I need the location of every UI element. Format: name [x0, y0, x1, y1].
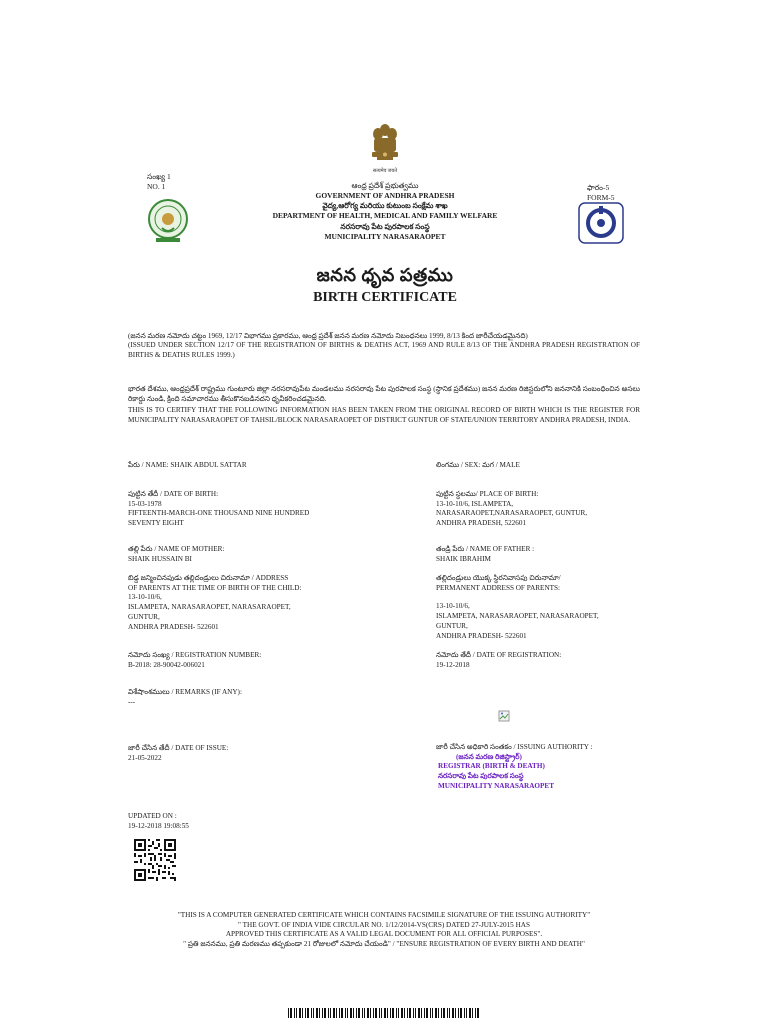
- barcode-bar: [373, 1008, 374, 1018]
- barcode-bar: [432, 1008, 433, 1018]
- issuing-authority-label: జారీ చేసిన అధికారి సంతకం / ISSUING AUTHORITY :: [436, 743, 593, 751]
- barcode-bar: [353, 1008, 354, 1018]
- address-at-birth-field: [128, 574, 368, 632]
- address-at-birth-label-1: బిడ్డ జన్మించినపుడు తల్లిదండ్రులు చిరునామా / ADDRESS: [128, 574, 289, 582]
- permanent-address-label-2: PERMANENT ADDRESS OF PARENTS:: [436, 583, 561, 592]
- barcode-bar: [379, 1008, 380, 1018]
- registration-date-label: నమోదు తేదీ / DATE OF REGISTRATION:: [436, 651, 562, 659]
- barcode-bar: [290, 1008, 292, 1018]
- registration-date-field: [436, 651, 656, 670]
- remarks-field: [128, 688, 368, 707]
- barcode-bar: [302, 1008, 303, 1018]
- barcode-bar: [299, 1008, 301, 1018]
- barcode-bar: [370, 1008, 371, 1018]
- barcode-bar: [367, 1008, 369, 1018]
- certificate-footer: [120, 911, 648, 949]
- barcode-bar: [469, 1008, 471, 1018]
- dob-label: పుట్టిన తేదీ / DATE OF BIRTH:: [128, 490, 219, 498]
- number-label-te: సంఖ్య 1: [147, 172, 171, 181]
- address-at-birth-line-1: 13-10-10/6,: [128, 593, 162, 602]
- dob-value: 15-03-1978: [128, 499, 162, 508]
- registration-number-field: [128, 651, 368, 670]
- mother-name-field: [128, 545, 368, 564]
- date-of-birth-field: [128, 490, 368, 529]
- barcode-bar: [307, 1008, 309, 1018]
- permanent-address-field: [436, 574, 656, 641]
- father-name-field: [436, 545, 656, 564]
- certificate-title-te: జనన ధృవ పత్రము: [316, 265, 454, 285]
- barcode-bar: [452, 1008, 454, 1018]
- barcode-bar: [460, 1008, 462, 1018]
- barcode-bar: [409, 1008, 411, 1018]
- department-name-te: వైద్య,ఆరోగ్య మరియు కుటుంబ సంక్షేమ శాఖ: [322, 201, 448, 211]
- dob-words-line-2: SEVENTY EIGHT: [128, 519, 184, 528]
- barcode-bar: [396, 1008, 397, 1018]
- municipality-name-en: MUNICIPALITY NARASARAOPET: [324, 231, 446, 241]
- registrar-municipality-te: నరసరావు పేట పురపాలక సంస్థ: [438, 772, 524, 781]
- government-name-en: GOVERNMENT OF ANDHRA PRADESH: [315, 191, 455, 201]
- footer-line-4: " ప్రతి జననము, ప్రతి మరణము తప్పకుండా 21 రోజులలో నమోదు చేయండి" / "ENSURE REGISTRATION OF EVERY BIRTH AND DEATH": [183, 939, 585, 948]
- andhra-pradesh-logo: [148, 198, 188, 244]
- barcode-bar: [322, 1008, 323, 1018]
- name-field: పేరు / NAME: SHAIK ABDUL SATTAR: [128, 461, 247, 469]
- barcode-bar: [415, 1008, 416, 1018]
- barcode-bar: [375, 1008, 377, 1018]
- legal-basis-te: (జనన మరణ నమోదు చట్టం 1969, 12/17 విభాగము ప్రకారము, ఆంధ్ర ప్రదేశ్ జనన మరణ నమోదు నిబంధనలు 1999, 8/13 కింద జారీచేయడమైనది): [128, 332, 528, 340]
- barcode-bar: [455, 1008, 456, 1018]
- broken-image-icon: [498, 710, 510, 722]
- date-of-issue-field: [128, 744, 368, 763]
- certification-statement-en: THIS IS TO CERTIFY THAT THE FOLLOWING INFORMATION HAS BEEN TAKEN FROM THE ORIGINAL RECORD OF BIRTH WHICH IS THE REGISTER FOR MUNICIPALITY NARASARAOPET OF TAHSIL/BLOCK NARASARAOPET OF DISTRICT GUNTUR OF STATE/UNION TERRITORY ANDHRA PRADESH, INDIA.: [128, 406, 640, 424]
- date-of-issue-value: 21-05-2022: [128, 753, 162, 762]
- address-at-birth-line-4: ANDHRA PRADESH- 522601: [128, 622, 219, 631]
- permanent-address-label-1: తల్లిదండ్రులు యొక్క స్థిరనివాసపు చిరునామా/: [436, 574, 561, 582]
- legal-basis-en: (ISSUED UNDER SECTION 12/17 OF THE REGISTRATION OF BIRTHS & DEATHS ACT, 1969 AND RULE 8/13 OF THE ANDHRA PRADESH REGISTRATION OF BIRTHS & DEATHS RULES 1999.): [128, 341, 640, 359]
- footer-line-2: " THE GOVT. OF INDIA VIDE CIRCULAR NO. 1/12/2014-VS(CRS) DATED 27-JULY-2015 HAS: [238, 920, 530, 929]
- form-number: [587, 183, 615, 203]
- barcode-bar: [311, 1008, 312, 1018]
- municipality-name-te: నరసరావు పేట పురపాలక సంస్థ: [340, 221, 430, 231]
- issuing-authority-block: [436, 743, 696, 792]
- barcode-bar: [316, 1008, 318, 1018]
- barcode-bar: [350, 1008, 352, 1018]
- barcode: [288, 1008, 480, 1018]
- emblem-caption: सत्यमेव जयते: [372, 169, 398, 174]
- place-of-birth-field: [436, 490, 656, 529]
- remarks-label: విశేషాంశములు / REMARKS (IF ANY):: [128, 688, 242, 696]
- certificate-number: [147, 172, 171, 192]
- registration-date-value: 19-12-2018: [436, 660, 470, 669]
- father-value: SHAIK IBRAHIM: [436, 554, 491, 563]
- barcode-bar: [443, 1008, 445, 1018]
- barcode-bar: [392, 1008, 394, 1018]
- certificate-title-en: BIRTH CERTIFICATE: [313, 290, 457, 305]
- updated-on-field: [128, 812, 368, 831]
- barcode-bar: [464, 1008, 465, 1018]
- barcode-bar: [447, 1008, 448, 1018]
- barcode-bar: [390, 1008, 391, 1018]
- footer-line-3: APPROVED THIS CERTIFICATE AS A VALID LEGAL DOCUMENT FOR ALL OFFICIAL PURPOSES".: [225, 930, 543, 938]
- number-label-en: NO. 1: [147, 181, 166, 191]
- barcode-bar: [324, 1008, 326, 1018]
- barcode-bar: [424, 1008, 425, 1018]
- permanent-address-line-3: GUNTUR,: [436, 621, 468, 630]
- barcode-bar: [333, 1008, 335, 1018]
- permanent-address-line-4: ANDHRA PRADESH- 522601: [436, 631, 527, 640]
- barcode-bar: [458, 1008, 459, 1018]
- barcode-bar: [384, 1008, 386, 1018]
- barcode-bar: [288, 1008, 289, 1018]
- barcode-bar: [413, 1008, 414, 1018]
- sex-field: లింగము / SEX: మగ / MALE: [436, 461, 520, 469]
- barcode-bar: [328, 1008, 329, 1018]
- barcode-bar: [330, 1008, 331, 1018]
- registrar-title-te: (జనన మరణ రిజిస్ట్రార్): [456, 752, 522, 761]
- department-name-en: DEPARTMENT OF HEALTH, MEDICAL AND FAMILY WELFARE: [272, 211, 498, 221]
- barcode-bar: [336, 1008, 337, 1018]
- registration-number-label: నమోదు సంఖ్య / REGISTRATION NUMBER:: [128, 651, 262, 659]
- date-of-issue-label: జారీ చేసిన తేదీ / DATE OF ISSUE:: [128, 744, 229, 752]
- address-at-birth-line-3: GUNTUR,: [128, 612, 160, 621]
- permanent-address-line-1: 13-10-10/6,: [436, 602, 470, 611]
- barcode-bar: [345, 1008, 346, 1018]
- address-at-birth-label-2: OF PARENTS AT THE TIME OF BIRTH OF THE CHILD:: [128, 583, 302, 592]
- barcode-bar: [398, 1008, 399, 1018]
- barcode-bar: [305, 1008, 306, 1018]
- barcode-bar: [319, 1008, 320, 1018]
- barcode-bar: [466, 1008, 467, 1018]
- barcode-bar: [435, 1008, 437, 1018]
- barcode-bar: [364, 1008, 365, 1018]
- issuer-header: [230, 181, 540, 242]
- barcode-bar: [472, 1008, 473, 1018]
- mother-value: SHAIK HUSSAIN BI: [128, 554, 192, 563]
- form-label-te: ఫారం-5: [587, 183, 610, 192]
- barcode-bar: [294, 1008, 295, 1018]
- barcode-bar: [430, 1008, 431, 1018]
- barcode-bar: [438, 1008, 439, 1018]
- barcode-bar: [358, 1008, 360, 1018]
- barcode-bar: [421, 1008, 422, 1018]
- barcode-bar: [477, 1008, 479, 1018]
- barcode-bar: [387, 1008, 388, 1018]
- government-name-te: ఆంధ్ర ప్రదేశ్ ప్రభుత్వము: [351, 181, 419, 190]
- remarks-value: ---: [128, 697, 136, 706]
- address-at-birth-line-2: ISLAMPETA, NARASARAOPET, NARASARAOPET,: [128, 603, 291, 612]
- registrar-municipality-en: MUNICIPALITY NARASARAOPET: [438, 781, 555, 790]
- barcode-bar: [296, 1008, 297, 1018]
- registrar-title-en: REGISTRAR (BIRTH & DEATH): [438, 762, 545, 771]
- barcode-bar: [418, 1008, 420, 1018]
- barcode-bar: [449, 1008, 450, 1018]
- barcode-bar: [362, 1008, 363, 1018]
- barcode-bar: [404, 1008, 405, 1018]
- qr-code: [133, 838, 177, 882]
- updated-on-label: UPDATED ON :: [128, 812, 177, 820]
- permanent-address-line-2: ISLAMPETA, NARASARAOPET, NARASARAOPET,: [436, 612, 599, 621]
- father-label: తండ్రి పేరు / NAME OF FATHER :: [436, 545, 535, 553]
- barcode-bar: [475, 1008, 476, 1018]
- barcode-bar: [381, 1008, 382, 1018]
- dob-words-line-1: FIFTEENTH-MARCH-ONE THOUSAND NINE HUNDRED: [128, 509, 310, 518]
- certification-statement-te: భారత దేశము, ఆంధ్రప్రదేశ్ రాష్ట్రము గుంటూరు జిల్లా నరసరావుపేట మండలము నరసరావు పేట పురపాలక సంస్థ (స్థానిక ప్రదేశము) జనన మరణ రిజిస్టరులోని జననానికి సంబంధించిన అసలు రికార్డు నుండి, క్రింది సమాచారము తీసుకొనబడినదని ధృవీకరించడమైనది.: [128, 385, 640, 403]
- footer-line-1: "THIS IS A COMPUTER GENERATED CERTIFICATE WHICH CONTAINS FACSIMILE SIGNATURE OF THE ISSUING AUTHORITY": [177, 911, 591, 919]
- form-label-en: FORM-5: [587, 192, 615, 202]
- pob-label: పుట్టిన స్థలము/ PLACE OF BIRTH:: [436, 490, 539, 498]
- pob-line-3: ANDHRA PRADESH, 522601: [436, 519, 527, 528]
- barcode-bar: [341, 1008, 343, 1018]
- crs-logo: [578, 202, 624, 244]
- barcode-bar: [441, 1008, 442, 1018]
- barcode-bar: [339, 1008, 340, 1018]
- pob-line-2: NARASARAOPET,NARASARAOPET, GUNTUR,: [436, 509, 588, 518]
- pob-line-1: 13-10-10/6, ISLAMPETA,: [436, 499, 514, 508]
- barcode-bar: [313, 1008, 314, 1018]
- barcode-bar: [347, 1008, 348, 1018]
- mother-label: తల్లి పేరు / NAME OF MOTHER:: [128, 545, 225, 553]
- barcode-bar: [407, 1008, 408, 1018]
- registration-number-value: B-2018: 28-90042-006021: [128, 660, 205, 669]
- national-emblem: [368, 120, 402, 175]
- barcode-bar: [426, 1008, 428, 1018]
- updated-on-value: 19-12-2018 19:08:55: [128, 821, 189, 830]
- barcode-bar: [356, 1008, 357, 1018]
- barcode-bar: [401, 1008, 403, 1018]
